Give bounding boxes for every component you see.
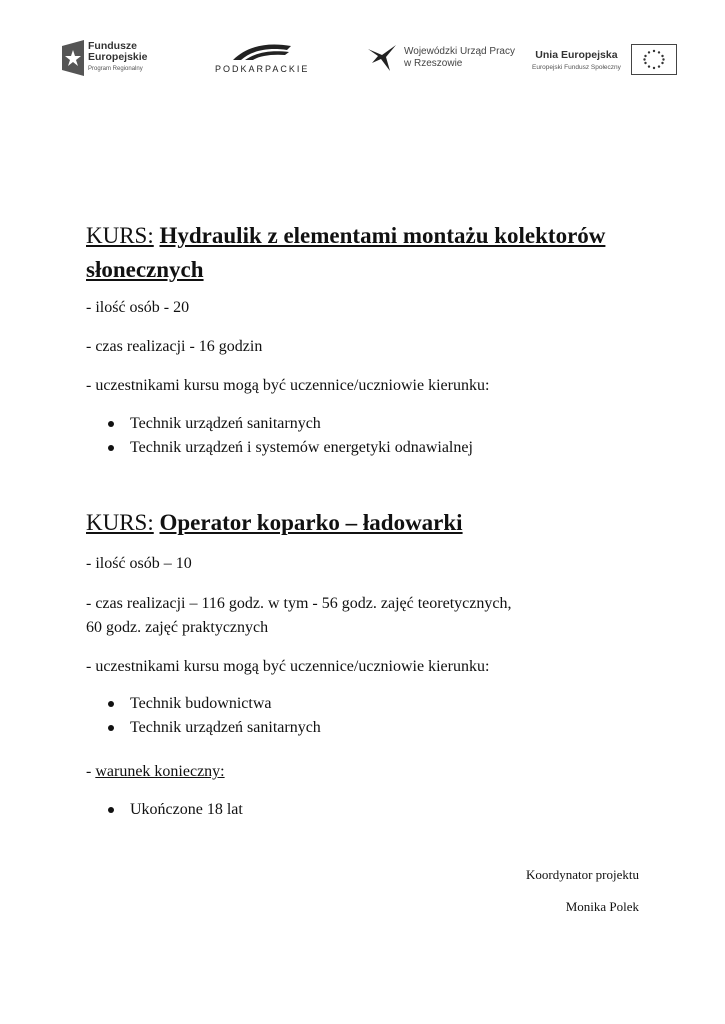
course1-field-1: Technik urządzeń sanitarnych (130, 415, 321, 432)
logo-fundusze-europejskie (62, 40, 148, 76)
course2-title (86, 506, 646, 540)
ue-line1: Unia Europejska (535, 48, 618, 61)
course1-people: - ilość osób - 20 (86, 299, 190, 316)
course2-field-1: Technik budownictwa (130, 695, 272, 712)
condition-dash: - (86, 763, 96, 780)
ue-line2: Europejski Fundusz Społeczny (532, 63, 621, 71)
course2-duration-line1: - czas realizacji – 116 godz. w tym - 56 godz. zajęć teoretycznych, (86, 595, 512, 612)
signature-role: Koordynator projektu (525, 867, 639, 882)
podkarpackie-word: PODKARPACKIE (215, 64, 310, 74)
bullet-icon (108, 807, 114, 813)
list-item (106, 692, 321, 716)
bullet-icon (108, 445, 114, 451)
course1-name-line2: słonecznych (86, 257, 204, 282)
wup-line2: w Rzeszowie (404, 58, 463, 69)
course1-field-2: Technik urządzeń i systemów energetyki odnawialnej (130, 439, 473, 456)
logo-strip (0, 0, 725, 100)
course1-duration: - czas realizacji - 16 godzin (86, 338, 263, 355)
fundusze-europejskie-star-icon (62, 40, 84, 76)
wup-bird-icon (366, 41, 400, 75)
course1-title (86, 219, 646, 287)
course2-field-2: Technik urządzeń sanitarnych (130, 719, 321, 736)
course2-prefix: KURS: (86, 510, 154, 535)
bullet-icon (108, 701, 114, 707)
bullet-icon (108, 725, 114, 731)
course1-fields-list (106, 412, 473, 460)
list-item (106, 436, 473, 460)
list-item (106, 412, 473, 436)
fe-line1: Fundusze (88, 40, 137, 52)
condition-label: warunek konieczny: (95, 763, 225, 780)
course2-condition-1: Ukończone 18 lat (130, 801, 243, 818)
logo-unia-europejska (532, 44, 677, 75)
course2-name: Operator koparko – ładowarki (159, 510, 463, 535)
wup-line1: Wojewódzki Urząd Pracy (404, 46, 515, 57)
fe-line3: Program Regionalny (88, 66, 143, 72)
fe-line2: Europejskie (88, 51, 148, 63)
course1-name-line1: Hydraulik z elementami montażu kolektorów (159, 223, 606, 248)
logo-wup (366, 41, 515, 75)
logo-podkarpackie (215, 42, 309, 74)
course2-participants-intro: - uczestnikami kursu mogą być uczennice/uczniowie kierunku: (86, 658, 490, 675)
signature-name: Monika Polek (565, 899, 639, 914)
course1-participants-intro: - uczestnikami kursu mogą być uczennice/uczniowie kierunku: (86, 377, 490, 394)
course2-fields-list (106, 692, 321, 740)
list-item (106, 716, 321, 740)
course2-duration-line2: 60 godz. zajęć praktycznych (86, 619, 269, 636)
course2-people: - ilość osób – 10 (86, 555, 192, 572)
podkarpackie-wave-icon (227, 42, 297, 62)
eu-flag-icon (631, 44, 677, 75)
course1-prefix: KURS: (86, 223, 154, 248)
course2-conditions-list (106, 798, 243, 822)
course2-condition-heading (86, 761, 225, 783)
list-item (106, 798, 243, 822)
bullet-icon (108, 421, 114, 427)
